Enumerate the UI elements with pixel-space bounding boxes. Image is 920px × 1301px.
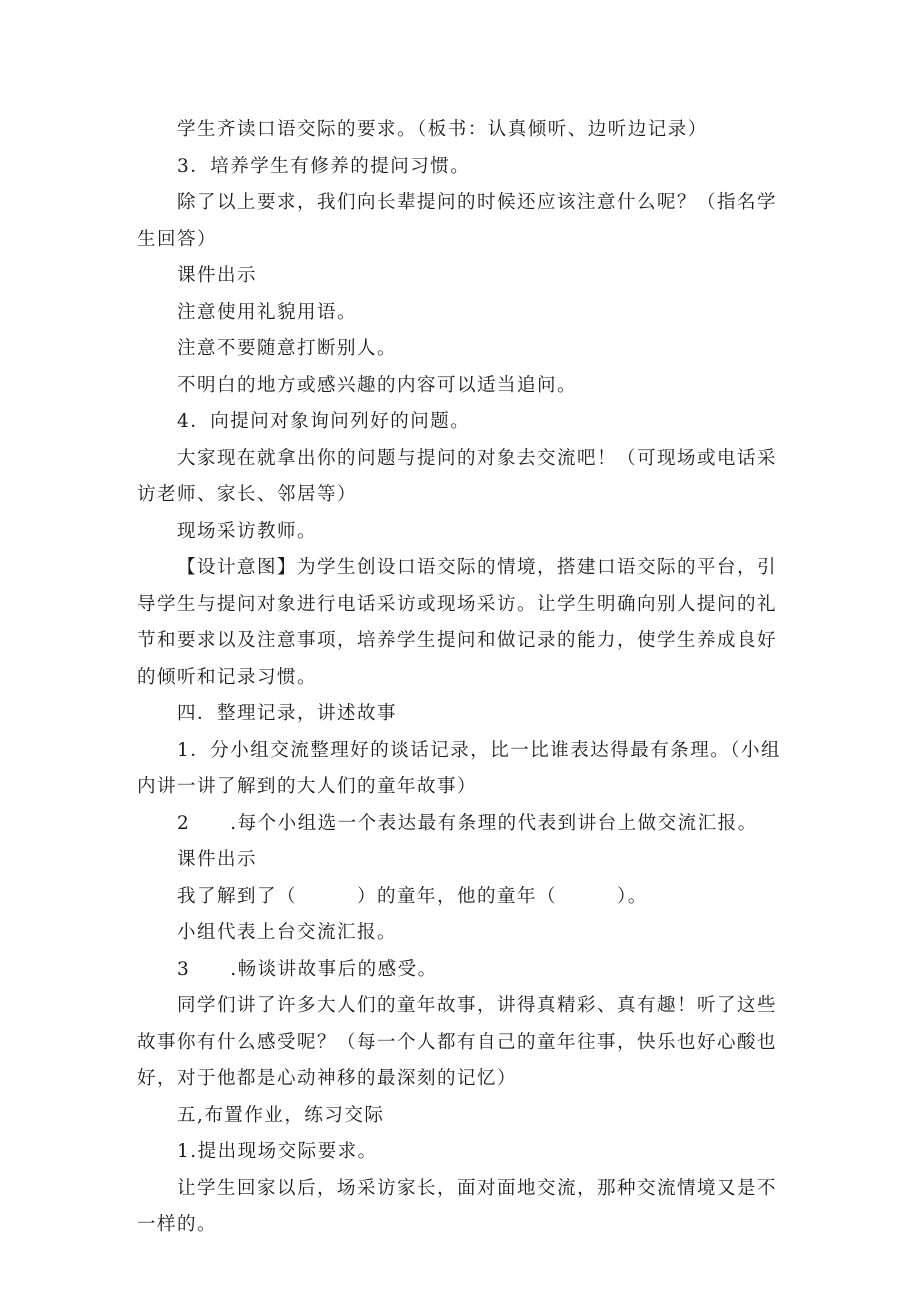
heading-step-4-ask-questions: 4．向提问对象询问列好的问题。 xyxy=(177,411,471,432)
heading-section-5-homework: 五,布置作业，练习交际 xyxy=(177,1104,385,1126)
paragraph-interview-parents: 让学生回家以后，场采访家长，面对面地交流，那种交流情境又是不一样的。 xyxy=(137,1177,778,1235)
paragraph-group-exchange: 1．分小组交流整理好的谈话记录，比一比谁表达得最有条理。（小组内讲一讲了解到的大人们的童年故事） xyxy=(137,739,782,797)
paragraph-group-report: 小组代表上台交流汇报。 xyxy=(177,922,398,943)
paragraph-onsite-requirements: 1.提出现场交际要求。 xyxy=(177,1141,378,1162)
paragraph-group-representative: 2 .每个小组选一个表达最有条理的代表到讲台上做交流汇报。 xyxy=(177,812,758,834)
paragraph-interview-teacher: 现场采访教师。 xyxy=(177,520,318,542)
heading-step-3-questioning-habits: 3．培养学生有修养的提问习惯。 xyxy=(177,155,471,177)
label-courseware-display: 课件出示 xyxy=(177,265,258,286)
paragraph-share-feelings: 3 .畅谈讲故事后的感受。 xyxy=(177,958,438,980)
paragraph-go-communicate: 大家现在就拿出你的问题与提问的对象去交流吧！（可现场或电话采访老师、家长、邻居等） xyxy=(137,447,778,505)
paragraph-read-requirements: 学生齐读口语交际的要求。（板书：认真倾听、边听边记录） xyxy=(177,119,708,140)
paragraph-design-intent: 【设计意图】为学生创设口语交际的情境，搭建口语交际的平台，引导学生与提问对象进行电话采访或现场采访。让学生明确向别人提问的礼节和要求以及注意事项，培养学生提问和做记录的能力，使学生养成良好的倾听和记录习惯。 xyxy=(137,557,778,688)
document-body xyxy=(137,112,785,1244)
paragraph-do-not-interrupt: 注意不要随意打断别人。 xyxy=(177,338,398,359)
paragraph-question-elders: 除了以上要求，我们向长辈提问的时候还应该注意什么呢？（指名学生回答） xyxy=(137,192,778,250)
paragraph-follow-up-questions: 不明白的地方或感兴趣的内容可以适当追问。 xyxy=(177,374,578,396)
paragraph-childhood-stories: 同学们讲了许多大人们的童年故事，讲得真精彩、真有趣！听了这些故事你有什么感受呢？（每一个人都有自己的童年往事，快乐也好心酸也好，对于他都是心动神移的最深刻的记忆） xyxy=(137,995,778,1089)
label-courseware-display-2: 课件出示 xyxy=(177,849,258,870)
heading-section-4-organize-records: 四．整理记录，讲述故事 xyxy=(177,703,398,724)
paragraph-polite-language: 注意使用礼貌用语。 xyxy=(177,301,358,323)
paragraph-fill-in-template: 我了解到了（ ）的童年，他的童年（ ）。 xyxy=(177,885,648,907)
